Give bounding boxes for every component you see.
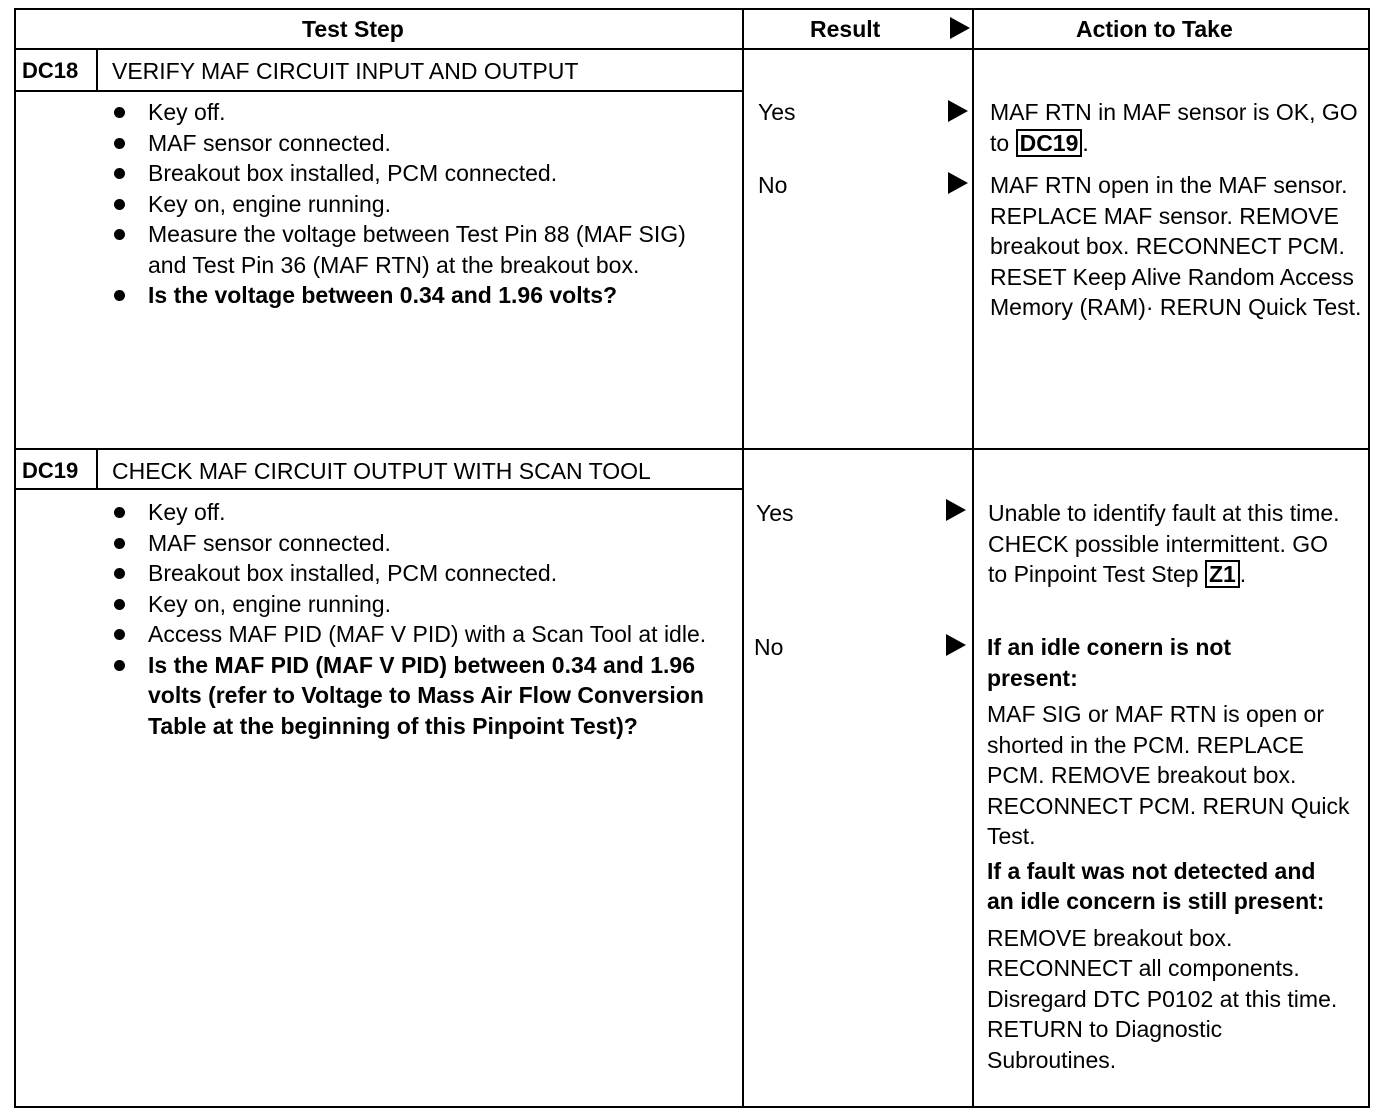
list-item: MAF sensor connected. [110,528,710,559]
dc19-yes-action-text: Unable to identify fault at this time. CHECK possible intermittent. GO to Pinpoint Test Step [988,500,1340,587]
dc19-no-arrow-icon [946,634,966,656]
dc19-no-heading-2: If a fault was not detected and an idle concern is still present: [987,857,1325,914]
header-divider [14,48,1370,50]
list-item: MAF sensor connected. [110,128,710,159]
dc19-result-no: No [754,634,784,660]
dc18-question: Is the voltage between 0.34 and 1.96 volts? [110,280,710,311]
header-test-step: Test Step [302,16,404,42]
dc19-yes-action [988,498,1348,590]
dc18-yes-action-end: . [1082,129,1089,156]
list-item: Key on, engine running. [110,189,710,220]
dc18-result-no: No [758,172,788,198]
dc19-id-divider [96,448,98,488]
list-item: Key on, engine running. [110,589,710,620]
step-title-dc19: CHECK MAF CIRCUIT OUTPUT WITH SCAN TOOL [112,458,651,484]
dc19-yes-arrow-icon [946,499,966,521]
header-action: Action to Take [1076,16,1233,42]
step-id-dc18: DC18 [22,58,79,83]
dc18-result-yes: Yes [758,99,796,125]
dc19-step-list [110,497,710,741]
dc18-id-divider [96,48,98,90]
step-title-dc18: VERIFY MAF CIRCUIT INPUT AND OUTPUT [112,58,579,84]
dc19-result-yes: Yes [756,500,794,526]
dc18-no-arrow-icon [948,172,968,194]
header-result: Result [810,16,881,42]
dc19-yes-action-end: . [1239,561,1247,587]
dc18-yes-action [990,97,1365,158]
list-item: Measure the voltage between Test Pin 88 (MAF SIG) and Test Pin 36 (MAF RTN) at the breakout box. [110,219,710,280]
dc19-no-text-2: REMOVE breakout box. RECONNECT all components. Disregard DTC P0102 at this time. RETURN to Diagnostic Subroutines. [987,924,1338,1073]
dc18-title-divider [14,90,742,92]
dc19-ref-z1[interactable]: Z1 [1205,560,1240,588]
column-divider-action [972,8,974,1108]
dc19-no-action [987,632,1367,1075]
dc18-ref-dc19[interactable]: DC19 [1016,129,1083,157]
list-item: Key off. [110,97,710,128]
dc18-step-list [110,97,710,311]
dc18-yes-arrow-icon [948,100,968,122]
dc19-title-divider [14,488,742,490]
dc19-question: Is the MAF PID (MAF V PID) between 0.34 and 1.96 volts (refer to Voltage to Mass Air Flow Conversion Table at the beginning of this Pinpoint Test)? [110,650,710,742]
dc19-no-text-1: MAF SIG or MAF RTN is open or shorted in the PCM. REPLACE PCM. REMOVE breakout box. RECONNECT PCM. RERUN Quick Test. [987,701,1350,849]
list-item: Breakout box installed, PCM connected. [110,558,710,589]
dc18-no-action: MAF RTN open in the MAF sensor. REPLACE MAF sensor. REMOVE breakout box. RECONNECT PCM. RESET Keep Alive Random Access Memory (RAM)· RERUN Quick Test. [990,172,1362,320]
dc18-yes-action-text: MAF RTN in MAF sensor is OK, GO to [990,99,1358,156]
header-arrow-icon [950,17,970,39]
list-item: Key off. [110,497,710,528]
list-item: Access MAF PID (MAF V PID) with a Scan Tool at idle. [110,619,710,650]
row-divider [14,448,1370,450]
list-item: Breakout box installed, PCM connected. [110,158,710,189]
step-id-dc19: DC19 [22,458,79,483]
dc19-no-heading-1: If an idle conern is not present: [987,634,1232,691]
column-divider-result [742,8,744,1108]
